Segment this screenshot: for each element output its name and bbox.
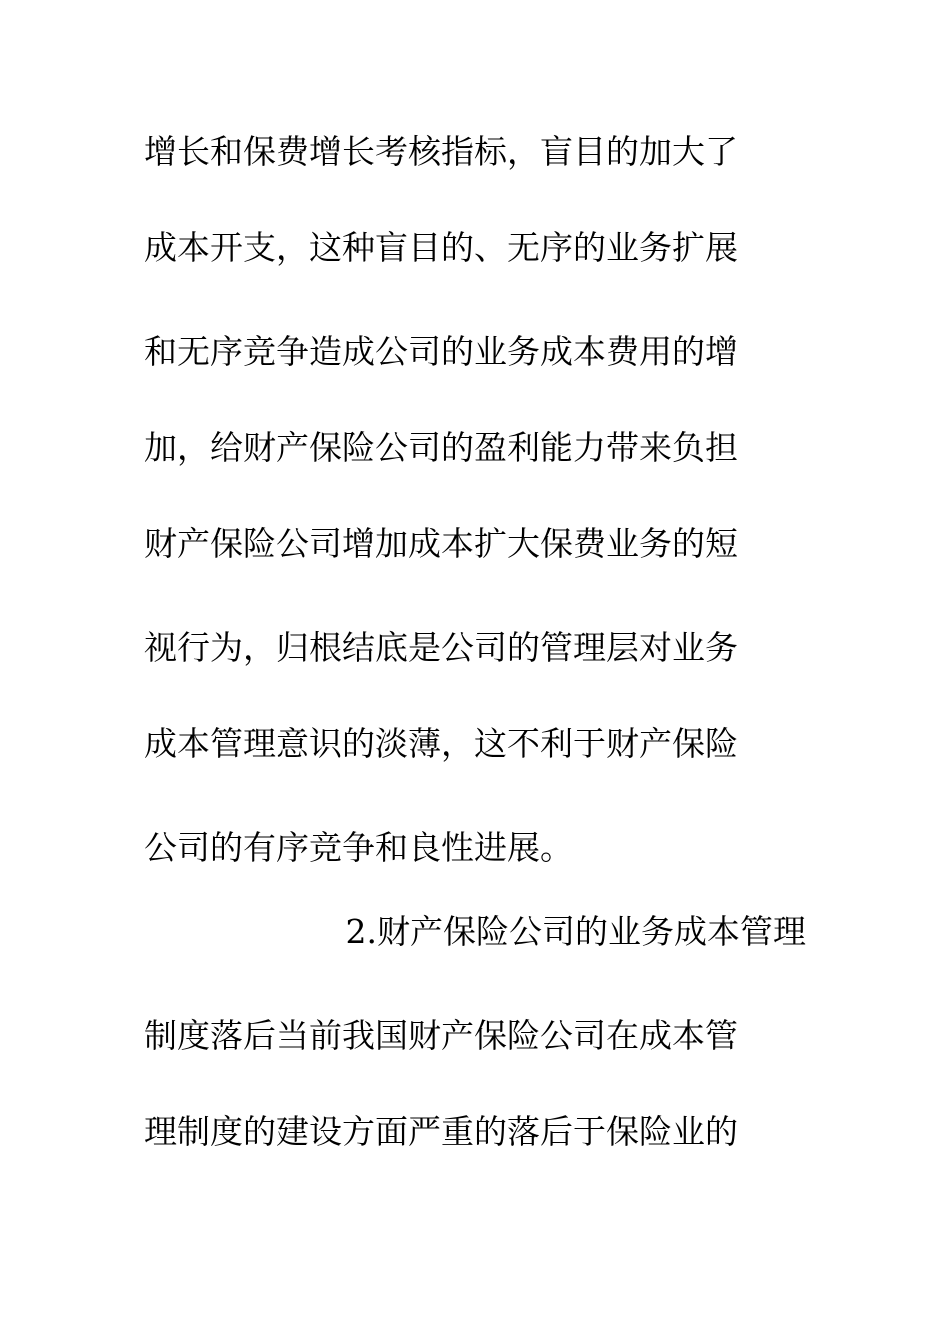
paragraph-line: 增长和保费增长考核指标，盲目的加大了 (144, 132, 738, 171)
paragraph-line: 成本开支，这种盲目的、无序的业务扩展 (144, 228, 738, 267)
paragraph-line: 视行为，归根结底是公司的管理层对业务 (144, 628, 738, 667)
paragraph-line: 加，给财产保险公司的盈利能力带来负担 (144, 428, 738, 467)
paragraph-line: 制度落后当前我国财产保险公司在成本管 (144, 1016, 738, 1055)
paragraph-line: 成本管理意识的淡薄，这不利于财产保险 (144, 724, 738, 763)
paragraph-line: 财产保险公司增加成本扩大保费业务的短 (144, 524, 738, 563)
section-heading: 2.财产保险公司的业务成本管理 (345, 912, 806, 951)
paragraph-line: 理制度的建设方面严重的落后于保险业的 (144, 1112, 738, 1151)
paragraph-line: 和无序竞争造成公司的业务成本费用的增 (144, 332, 738, 371)
paragraph-line: 公司的有序竞争和良性进展。 (144, 828, 573, 867)
